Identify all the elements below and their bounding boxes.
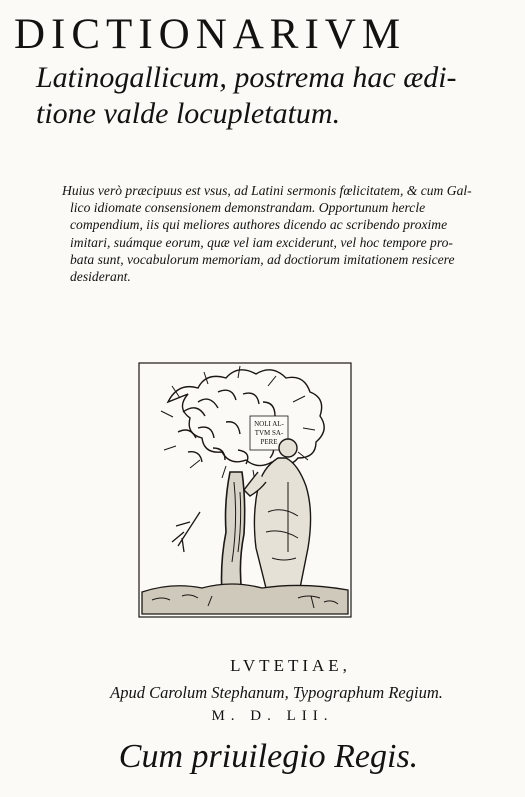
motto-line: NOLI AL- — [254, 420, 284, 428]
subtitle-line: tione valde locupletatum. — [36, 97, 341, 130]
description-line: compendium, iis qui meliores authores dicendo ac scribendo proxime — [70, 217, 448, 233]
imprint-printer: Apud Carolum Stephanum, Typographum Regium. — [110, 683, 443, 702]
olive-tree-device-image — [138, 362, 352, 618]
motto-line: TVM SA- — [254, 429, 284, 437]
description-line: desiderant. — [70, 269, 131, 285]
book-subtitle — [36, 60, 516, 132]
royal-privilege: Cum priuilegio Regis. — [118, 738, 419, 775]
imprint-city: LVTETIAE, — [230, 656, 351, 675]
imprint-year: M. D. LII. — [211, 708, 334, 724]
description-line: imitari, suámque eorum, quæ vel iam exciderunt, vel hoc tempore pro- — [70, 234, 453, 250]
description-line: Huius verò præcipuus est vsus, ad Latini sermonis fœlicitatem, & cum Gal- — [62, 183, 472, 198]
printers-device-woodcut — [138, 362, 352, 618]
motto-line: PERE — [260, 438, 278, 446]
description-line: lico idiomate consensionem demonstrandam. Opportunum hercle — [70, 200, 426, 216]
description-line: bata sunt, vocabulorum memoriam, ad doctiorum imitationem resicere — [70, 251, 455, 267]
book-title: DICTIONARIVM — [14, 11, 407, 58]
subtitle-line: Latinogallicum, postrema hac ædi- — [36, 61, 457, 94]
description-paragraph — [62, 182, 482, 285]
